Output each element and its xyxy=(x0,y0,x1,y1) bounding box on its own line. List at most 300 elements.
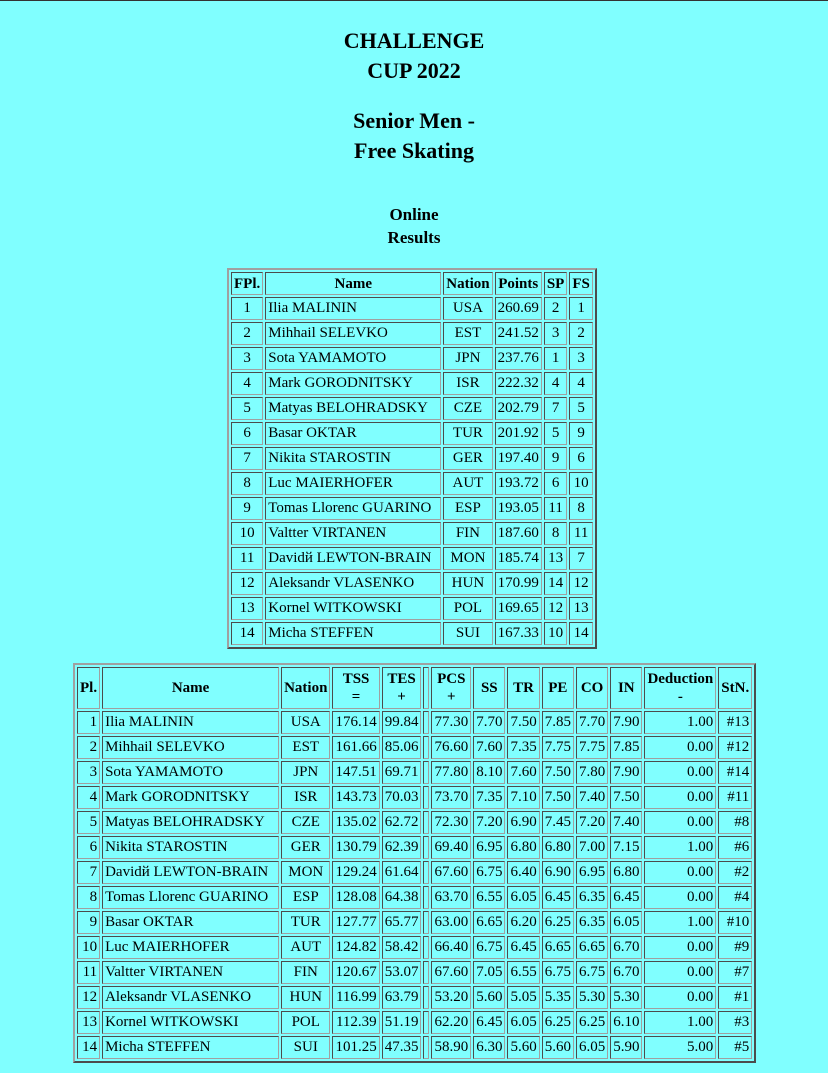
fs-cell: 4 xyxy=(569,372,593,395)
tes-cell: 51.19 xyxy=(382,1011,422,1034)
pcs-cell: 73.70 xyxy=(431,786,471,809)
fs-cell: 1 xyxy=(569,297,593,320)
fs-cell: 13 xyxy=(569,597,593,620)
competition-title-line1: CHALLENGE xyxy=(343,28,485,53)
points-cell: 193.05 xyxy=(495,497,542,520)
co-cell: 6.35 xyxy=(576,886,608,909)
fs-cell: 12 xyxy=(569,572,593,595)
pe-cell: 5.35 xyxy=(542,986,574,1009)
tr-cell: 6.45 xyxy=(507,936,539,959)
table-row xyxy=(231,372,593,395)
ss-cell: 8.10 xyxy=(473,761,505,784)
pcs-cell: 63.00 xyxy=(431,911,471,934)
name-cell: Kornel WITKOWSKI xyxy=(102,1011,279,1034)
event-title xyxy=(0,106,828,166)
name-cell: Aleksandr VLASENKO xyxy=(102,986,279,1009)
ss-cell: 6.55 xyxy=(473,886,505,909)
points-cell: 170.99 xyxy=(495,572,542,595)
in-cell: 7.85 xyxy=(610,736,642,759)
deduction-cell: 0.00 xyxy=(644,761,716,784)
stn-cell: #9 xyxy=(718,936,752,959)
tes-cell: 64.38 xyxy=(382,886,422,909)
name-cell: Mihhail SELEVKO xyxy=(102,736,279,759)
header-tr: TR xyxy=(507,667,539,709)
header-points: Points xyxy=(495,272,542,295)
stn-cell: #12 xyxy=(718,736,752,759)
nation-cell: USA xyxy=(443,297,492,320)
in-cell: 6.05 xyxy=(610,911,642,934)
in-cell: 5.90 xyxy=(610,1036,642,1059)
table-row xyxy=(77,861,752,884)
pcs-cell: 76.60 xyxy=(431,736,471,759)
header-fs: FS xyxy=(569,272,593,295)
points-cell: 222.32 xyxy=(495,372,542,395)
fpl-cell: 9 xyxy=(231,497,263,520)
points-cell: 167.33 xyxy=(495,622,542,645)
tss-cell: 120.67 xyxy=(332,961,379,984)
pl-cell: 12 xyxy=(77,986,100,1009)
header-tes-label: TES xyxy=(387,671,416,687)
spacer-cell xyxy=(423,911,429,934)
ss-cell: 7.70 xyxy=(473,711,505,734)
name-cell: Aleksandr VLASENKO xyxy=(265,572,441,595)
points-cell: 260.69 xyxy=(495,297,542,320)
table-row xyxy=(77,786,752,809)
fpl-cell: 1 xyxy=(231,297,263,320)
sp-cell: 3 xyxy=(544,322,568,345)
tss-cell: 176.14 xyxy=(332,711,379,734)
deduction-cell: 5.00 xyxy=(644,1036,716,1059)
sp-cell: 13 xyxy=(544,547,568,570)
spacer-cell xyxy=(423,761,429,784)
ss-cell: 5.60 xyxy=(473,986,505,1009)
co-cell: 6.35 xyxy=(576,911,608,934)
table-row xyxy=(77,936,752,959)
fpl-cell: 5 xyxy=(231,397,263,420)
name-cell: Matyas BELOHRADSKY xyxy=(265,397,441,420)
fs-cell: 3 xyxy=(569,347,593,370)
table-row xyxy=(77,886,752,909)
pe-cell: 6.75 xyxy=(542,961,574,984)
header-pcs xyxy=(431,667,471,709)
nation-cell: SUI xyxy=(281,1036,330,1059)
tr-cell: 6.90 xyxy=(507,811,539,834)
table-row xyxy=(231,597,593,620)
fs-cell: 2 xyxy=(569,322,593,345)
tes-cell: 65.77 xyxy=(382,911,422,934)
tr-cell: 6.40 xyxy=(507,861,539,884)
ss-cell: 6.75 xyxy=(473,861,505,884)
name-cell: Kornel WITKOWSKI xyxy=(265,597,441,620)
pcs-cell: 63.70 xyxy=(431,886,471,909)
fpl-cell: 10 xyxy=(231,522,263,545)
pe-cell: 7.50 xyxy=(542,786,574,809)
sp-cell: 8 xyxy=(544,522,568,545)
nation-cell: HUN xyxy=(443,572,492,595)
pe-cell: 7.85 xyxy=(542,711,574,734)
header-nation: Nation xyxy=(443,272,492,295)
pe-cell: 7.75 xyxy=(542,736,574,759)
header-name: Name xyxy=(102,667,279,709)
sp-cell: 6 xyxy=(544,472,568,495)
points-cell: 197.40 xyxy=(495,447,542,470)
header-stn: StN. xyxy=(718,667,752,709)
tr-cell: 7.35 xyxy=(507,736,539,759)
co-cell: 7.20 xyxy=(576,811,608,834)
event-title-line1: Senior Men - xyxy=(353,108,475,133)
name-cell: Luc MAIERHOFER xyxy=(102,936,279,959)
table-row xyxy=(231,322,593,345)
nation-cell: FIN xyxy=(443,522,492,545)
pe-cell: 6.25 xyxy=(542,1011,574,1034)
sp-cell: 14 xyxy=(544,572,568,595)
table-row xyxy=(231,497,593,520)
header-co: CO xyxy=(576,667,608,709)
co-cell: 6.95 xyxy=(576,861,608,884)
header-nation: Nation xyxy=(281,667,330,709)
tr-cell: 5.60 xyxy=(507,1036,539,1059)
nation-cell: CZE xyxy=(281,811,330,834)
deduction-cell: 0.00 xyxy=(644,886,716,909)
tes-cell: 69.71 xyxy=(382,761,422,784)
header-deduction xyxy=(644,667,716,709)
nation-cell: JPN xyxy=(443,347,492,370)
nation-cell: ESP xyxy=(443,497,492,520)
fpl-cell: 8 xyxy=(231,472,263,495)
detail-table-body xyxy=(77,711,752,1059)
segment-details-table xyxy=(73,663,756,1063)
header-deduction-label: Deduction xyxy=(647,671,714,687)
tr-cell: 7.10 xyxy=(507,786,539,809)
fs-cell: 6 xyxy=(569,447,593,470)
co-cell: 7.70 xyxy=(576,711,608,734)
pl-cell: 3 xyxy=(77,761,100,784)
pe-cell: 5.60 xyxy=(542,1036,574,1059)
name-cell: Sota YAMAMOTO xyxy=(102,761,279,784)
pe-cell: 6.25 xyxy=(542,911,574,934)
spacer-cell xyxy=(423,811,429,834)
spacer-cell xyxy=(423,936,429,959)
header-ss: SS xyxy=(473,667,505,709)
stn-cell: #10 xyxy=(718,911,752,934)
sp-cell: 2 xyxy=(544,297,568,320)
pcs-cell: 77.80 xyxy=(431,761,471,784)
status-line2: Results xyxy=(387,228,441,247)
table-row xyxy=(77,761,752,784)
pe-cell: 6.45 xyxy=(542,886,574,909)
points-cell: 241.52 xyxy=(495,322,542,345)
co-cell: 6.65 xyxy=(576,936,608,959)
fpl-cell: 11 xyxy=(231,547,263,570)
deduction-cell: 0.00 xyxy=(644,736,716,759)
tss-cell: 124.82 xyxy=(332,936,379,959)
table-row xyxy=(77,711,752,734)
stn-cell: #1 xyxy=(718,986,752,1009)
pcs-cell: 77.30 xyxy=(431,711,471,734)
spacer-cell xyxy=(423,1036,429,1059)
spacer-cell xyxy=(423,786,429,809)
ss-cell: 6.75 xyxy=(473,936,505,959)
pl-cell: 13 xyxy=(77,1011,100,1034)
ss-cell: 7.20 xyxy=(473,811,505,834)
tss-cell: 143.73 xyxy=(332,786,379,809)
stn-cell: #8 xyxy=(718,811,752,834)
name-cell: Mark GORODNITSKY xyxy=(265,372,441,395)
name-cell: Ilia MALININ xyxy=(102,711,279,734)
header-tss-label: TSS xyxy=(342,671,370,687)
name-cell: Micha STEFFEN xyxy=(265,622,441,645)
name-cell: Basar OKTAR xyxy=(265,422,441,445)
table-row xyxy=(77,811,752,834)
pcs-cell: 67.60 xyxy=(431,861,471,884)
name-cell: Mark GORODNITSKY xyxy=(102,786,279,809)
tes-cell: 70.03 xyxy=(382,786,422,809)
pl-cell: 2 xyxy=(77,736,100,759)
pcs-cell: 72.30 xyxy=(431,811,471,834)
pl-cell: 1 xyxy=(77,711,100,734)
header-in: IN xyxy=(610,667,642,709)
spacer-cell xyxy=(423,861,429,884)
in-cell: 6.70 xyxy=(610,961,642,984)
detail-header-row xyxy=(77,667,752,709)
fs-cell: 5 xyxy=(569,397,593,420)
co-cell: 6.05 xyxy=(576,1036,608,1059)
nation-cell: POL xyxy=(443,597,492,620)
stn-cell: #11 xyxy=(718,786,752,809)
sp-cell: 10 xyxy=(544,622,568,645)
co-cell: 5.30 xyxy=(576,986,608,1009)
header-tss xyxy=(332,667,379,709)
co-cell: 6.25 xyxy=(576,1011,608,1034)
nation-cell: TUR xyxy=(443,422,492,445)
tr-cell: 6.20 xyxy=(507,911,539,934)
in-cell: 6.80 xyxy=(610,861,642,884)
tss-cell: 161.66 xyxy=(332,736,379,759)
fpl-cell: 6 xyxy=(231,422,263,445)
pcs-cell: 66.40 xyxy=(431,936,471,959)
table-row xyxy=(77,961,752,984)
in-cell: 7.90 xyxy=(610,711,642,734)
overall-results-table xyxy=(227,268,597,649)
tes-cell: 53.07 xyxy=(382,961,422,984)
tr-cell: 6.05 xyxy=(507,1011,539,1034)
sp-cell: 9 xyxy=(544,447,568,470)
sp-cell: 5 xyxy=(544,422,568,445)
deduction-cell: 0.00 xyxy=(644,986,716,1009)
header-pcs-label: PCS xyxy=(437,671,466,687)
fs-cell: 7 xyxy=(569,547,593,570)
tr-cell: 6.05 xyxy=(507,886,539,909)
header-deduction-sub: - xyxy=(677,689,683,705)
nation-cell: EST xyxy=(443,322,492,345)
pl-cell: 5 xyxy=(77,811,100,834)
points-cell: 202.79 xyxy=(495,397,542,420)
pl-cell: 11 xyxy=(77,961,100,984)
pe-cell: 6.80 xyxy=(542,836,574,859)
pcs-cell: 62.20 xyxy=(431,1011,471,1034)
pcs-cell: 58.90 xyxy=(431,1036,471,1059)
header-pe: PE xyxy=(542,667,574,709)
name-cell: Basar OKTAR xyxy=(102,911,279,934)
deduction-cell: 0.00 xyxy=(644,961,716,984)
in-cell: 7.40 xyxy=(610,811,642,834)
name-cell: Luc MAIERHOFER xyxy=(265,472,441,495)
tss-cell: 116.99 xyxy=(332,986,379,1009)
table-row xyxy=(77,1011,752,1034)
nation-cell: EST xyxy=(281,736,330,759)
sp-cell: 4 xyxy=(544,372,568,395)
deduction-cell: 1.00 xyxy=(644,711,716,734)
tes-cell: 62.39 xyxy=(382,836,422,859)
nation-cell: HUN xyxy=(281,986,330,1009)
table-row xyxy=(231,522,593,545)
fs-cell: 10 xyxy=(569,472,593,495)
fpl-cell: 2 xyxy=(231,322,263,345)
header-tes xyxy=(382,667,422,709)
points-cell: 201.92 xyxy=(495,422,542,445)
stn-cell: #4 xyxy=(718,886,752,909)
nation-cell: SUI xyxy=(443,622,492,645)
tes-cell: 61.64 xyxy=(382,861,422,884)
name-cell: Davidй LEWTON-BRAIN xyxy=(102,861,279,884)
ss-cell: 6.95 xyxy=(473,836,505,859)
pcs-cell: 69.40 xyxy=(431,836,471,859)
table-row xyxy=(231,572,593,595)
in-cell: 7.90 xyxy=(610,761,642,784)
stn-cell: #5 xyxy=(718,1036,752,1059)
in-cell: 6.10 xyxy=(610,1011,642,1034)
pe-cell: 6.65 xyxy=(542,936,574,959)
fpl-cell: 14 xyxy=(231,622,263,645)
nation-cell: ESP xyxy=(281,886,330,909)
points-cell: 237.76 xyxy=(495,347,542,370)
fs-cell: 8 xyxy=(569,497,593,520)
ss-cell: 7.35 xyxy=(473,786,505,809)
tr-cell: 7.50 xyxy=(507,711,539,734)
deduction-cell: 1.00 xyxy=(644,911,716,934)
status-heading xyxy=(0,203,828,249)
tr-cell: 7.60 xyxy=(507,761,539,784)
in-cell: 7.15 xyxy=(610,836,642,859)
nation-cell: USA xyxy=(281,711,330,734)
name-cell: Mihhail SELEVKO xyxy=(265,322,441,345)
event-title-line2: Free Skating xyxy=(354,138,474,163)
pe-cell: 7.50 xyxy=(542,761,574,784)
tes-cell: 99.84 xyxy=(382,711,422,734)
name-cell: Tomas Llorenc GUARINO xyxy=(102,886,279,909)
co-cell: 7.75 xyxy=(576,736,608,759)
pl-cell: 9 xyxy=(77,911,100,934)
pl-cell: 10 xyxy=(77,936,100,959)
tss-cell: 112.39 xyxy=(332,1011,379,1034)
tr-cell: 5.05 xyxy=(507,986,539,1009)
stn-cell: #3 xyxy=(718,1011,752,1034)
nation-cell: JPN xyxy=(281,761,330,784)
in-cell: 5.30 xyxy=(610,986,642,1009)
fs-cell: 9 xyxy=(569,422,593,445)
sp-cell: 11 xyxy=(544,497,568,520)
points-cell: 169.65 xyxy=(495,597,542,620)
table-row xyxy=(231,472,593,495)
ss-cell: 7.05 xyxy=(473,961,505,984)
status-line1: Online xyxy=(389,205,439,224)
competition-title-line2: CUP 2022 xyxy=(367,58,461,83)
ss-cell: 7.60 xyxy=(473,736,505,759)
header-spacer xyxy=(423,667,429,709)
table-row xyxy=(77,911,752,934)
in-cell: 7.50 xyxy=(610,786,642,809)
table-row xyxy=(231,422,593,445)
fpl-cell: 7 xyxy=(231,447,263,470)
header-tes-sub: + xyxy=(397,689,406,705)
nation-cell: POL xyxy=(281,1011,330,1034)
in-cell: 6.70 xyxy=(610,936,642,959)
pl-cell: 14 xyxy=(77,1036,100,1059)
pcs-cell: 53.20 xyxy=(431,986,471,1009)
deduction-cell: 0.00 xyxy=(644,811,716,834)
stn-cell: #14 xyxy=(718,761,752,784)
pl-cell: 6 xyxy=(77,836,100,859)
deduction-cell: 0.00 xyxy=(644,936,716,959)
name-cell: Nikita STAROSTIN xyxy=(102,836,279,859)
nation-cell: GER xyxy=(443,447,492,470)
name-cell: Valtter VIRTANEN xyxy=(265,522,441,545)
nation-cell: MON xyxy=(443,547,492,570)
name-cell: Valtter VIRTANEN xyxy=(102,961,279,984)
table-row xyxy=(77,1036,752,1059)
header-pcs-sub: + xyxy=(447,689,456,705)
pcs-cell: 67.60 xyxy=(431,961,471,984)
tr-cell: 6.55 xyxy=(507,961,539,984)
nation-cell: CZE xyxy=(443,397,492,420)
table-row xyxy=(231,397,593,420)
sp-cell: 7 xyxy=(544,397,568,420)
table-row xyxy=(231,297,593,320)
co-cell: 7.00 xyxy=(576,836,608,859)
name-cell: Ilia MALININ xyxy=(265,297,441,320)
sp-cell: 1 xyxy=(544,347,568,370)
spacer-cell xyxy=(423,961,429,984)
pl-cell: 4 xyxy=(77,786,100,809)
pe-cell: 6.90 xyxy=(542,861,574,884)
header-tss-sub: = xyxy=(351,689,361,705)
deduction-cell: 0.00 xyxy=(644,861,716,884)
pl-cell: 8 xyxy=(77,886,100,909)
nation-cell: AUT xyxy=(281,936,330,959)
spacer-cell xyxy=(423,711,429,734)
deduction-cell: 1.00 xyxy=(644,836,716,859)
ss-cell: 6.30 xyxy=(473,1036,505,1059)
tss-cell: 130.79 xyxy=(332,836,379,859)
nation-cell: GER xyxy=(281,836,330,859)
nation-cell: ISR xyxy=(443,372,492,395)
name-cell: Davidй LEWTON-BRAIN xyxy=(265,547,441,570)
co-cell: 7.80 xyxy=(576,761,608,784)
tes-cell: 58.42 xyxy=(382,936,422,959)
table-row xyxy=(77,736,752,759)
header-sp: SP xyxy=(544,272,568,295)
stn-cell: #7 xyxy=(718,961,752,984)
spacer-cell xyxy=(423,886,429,909)
header-pl: Pl. xyxy=(77,667,100,709)
nation-cell: ISR xyxy=(281,786,330,809)
stn-cell: #13 xyxy=(718,711,752,734)
tss-cell: 127.77 xyxy=(332,911,379,934)
tes-cell: 85.06 xyxy=(382,736,422,759)
table-row xyxy=(77,836,752,859)
spacer-cell xyxy=(423,986,429,1009)
spacer-cell xyxy=(423,836,429,859)
